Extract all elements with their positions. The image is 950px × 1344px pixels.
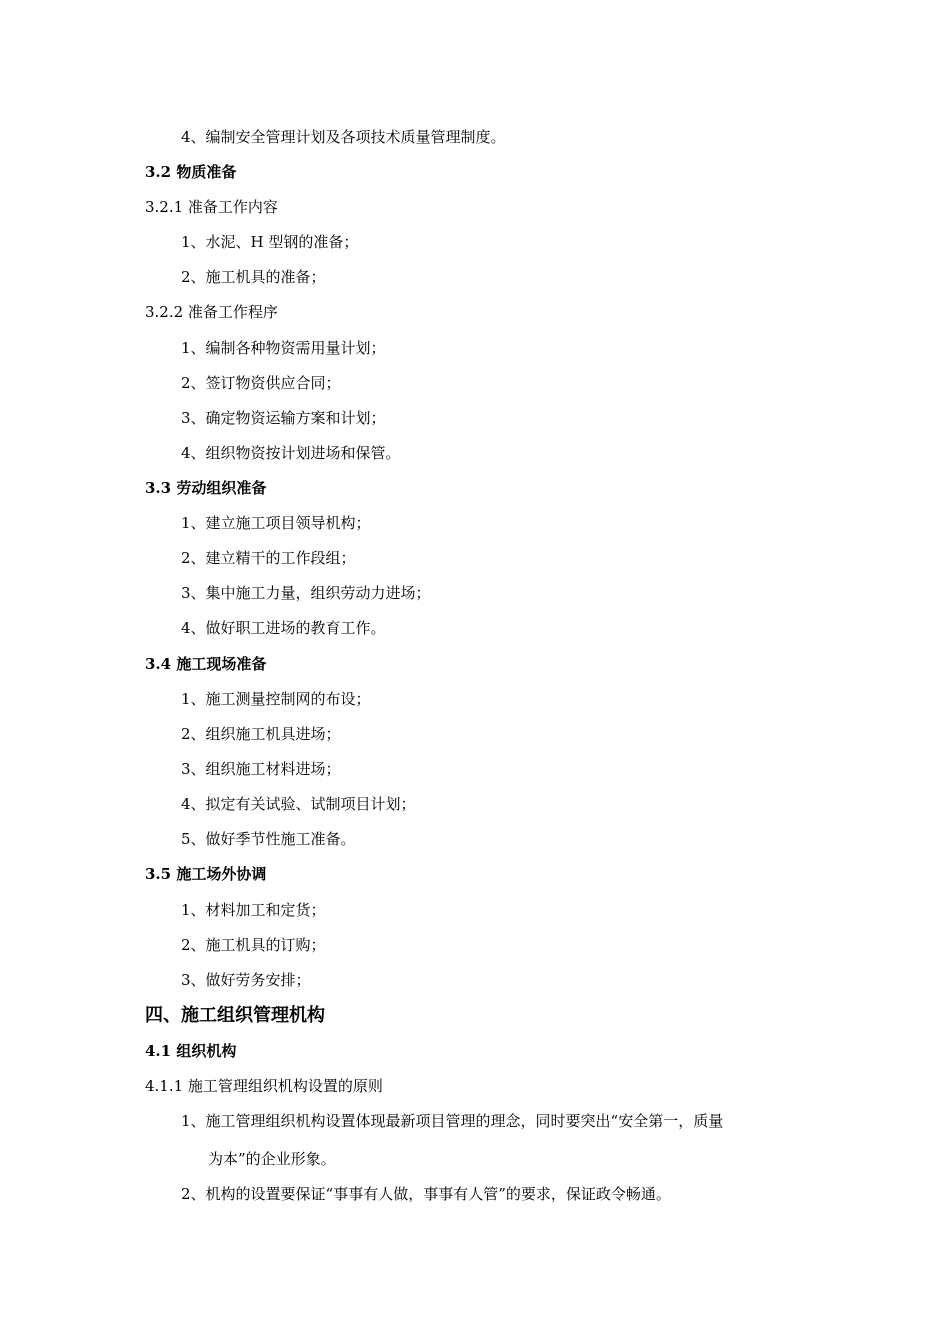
section-heading: 3.2 物质准备	[145, 163, 237, 181]
list-item: 1、水泥、H 型钢的准备；	[181, 233, 359, 251]
list-item: 4、做好职工进场的教育工作。	[181, 619, 386, 637]
list-item: 2、施工机具的准备；	[181, 268, 326, 286]
list-item: 1、施工测量控制网的布设；	[181, 690, 371, 708]
list-item: 2、签订物资供应合同；	[181, 374, 341, 392]
list-item: 1、编制各种物资需用量计划；	[181, 339, 386, 357]
list-item: 2、施工机具的订购；	[181, 936, 326, 954]
subsection-heading: 3.2.1 准备工作内容	[145, 198, 278, 216]
subsection-heading: 4.1.1 施工管理组织机构设置的原则	[145, 1077, 383, 1095]
section-heading: 3.5 施工场外协调	[145, 865, 267, 883]
list-item: 3、做好劳务安排；	[181, 971, 311, 989]
subsection-heading: 3.2.2 准备工作程序	[145, 303, 278, 321]
list-item: 5、做好季节性施工准备。	[181, 830, 356, 848]
chapter-heading: 四、施工组织管理机构	[145, 1005, 325, 1026]
list-item: 1、建立施工项目领导机构；	[181, 514, 371, 532]
paragraph-line: 2、机构的设置要保证“事事有人做，事事有人管”的要求，保证政令畅通。	[181, 1185, 671, 1203]
list-item: 2、组织施工机具进场；	[181, 725, 341, 743]
list-item: 1、材料加工和定货；	[181, 901, 326, 919]
section-heading: 4.1 组织机构	[145, 1042, 237, 1060]
list-item: 4、拟定有关试验、试制项目计划；	[181, 795, 416, 813]
paragraph-line: 1、施工管理组织机构设置体现最新项目管理的理念，同时要突出“安全第一，质量	[181, 1112, 724, 1130]
list-item: 2、建立精干的工作段组；	[181, 549, 356, 567]
section-heading: 3.3 劳动组织准备	[145, 479, 267, 497]
list-item: 4、组织物资按计划进场和保管。	[181, 444, 401, 462]
paragraph-line: 为本”的企业形象。	[208, 1150, 336, 1168]
section-heading: 3.4 施工现场准备	[145, 655, 267, 673]
list-item: 3、组织施工材料进场；	[181, 760, 341, 778]
list-item: 4、编制安全管理计划及各项技术质量管理制度。	[181, 128, 506, 146]
list-item: 3、集中施工力量，组织劳动力进场；	[181, 584, 431, 602]
list-item: 3、确定物资运输方案和计划；	[181, 409, 386, 427]
